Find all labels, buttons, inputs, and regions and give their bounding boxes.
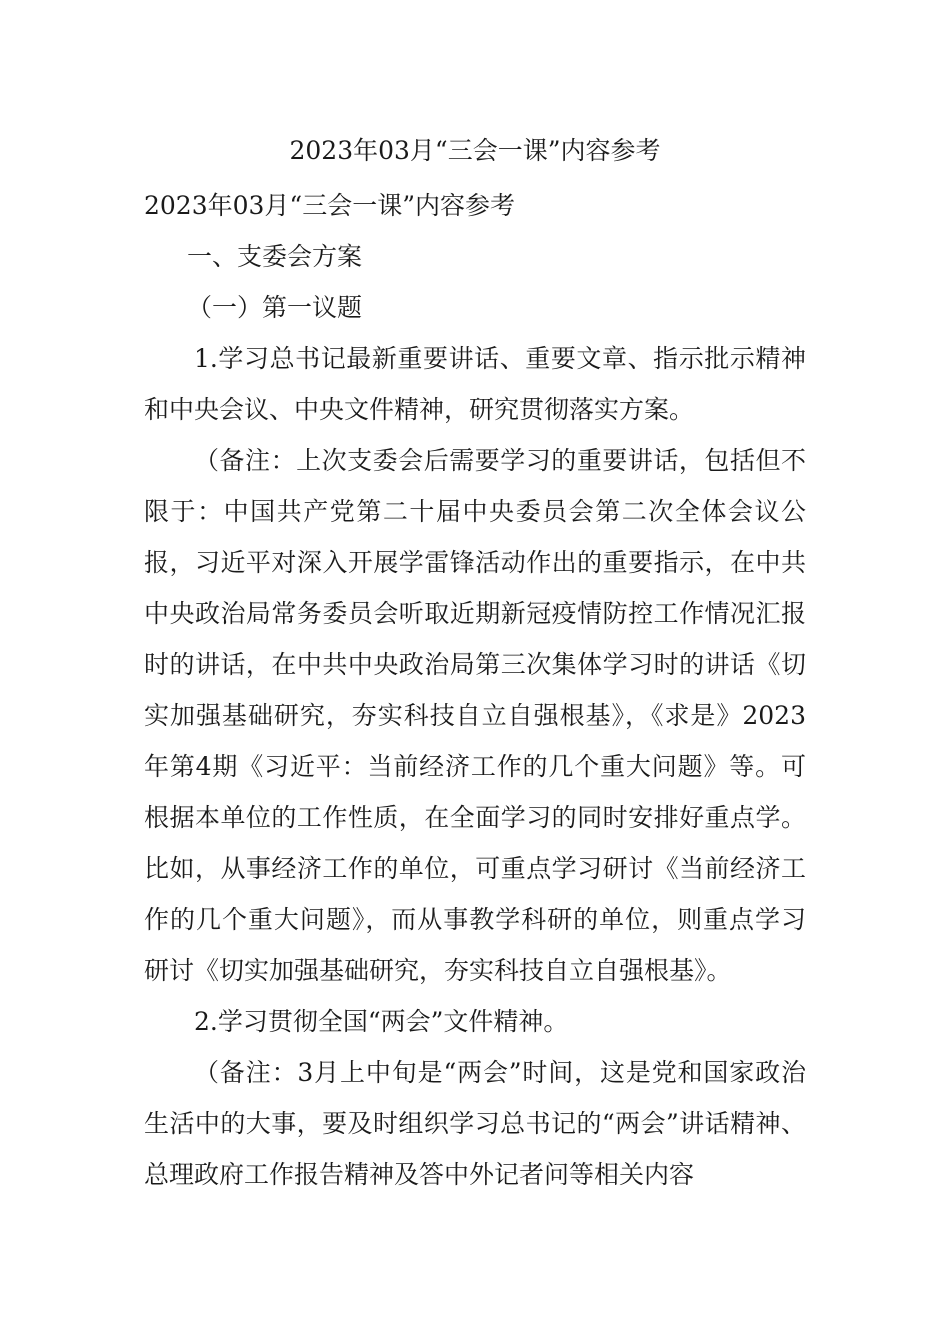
document-title: 2023年03月“三会一课”内容参考: [289, 136, 661, 165]
section-heading: 一、支委会方案: [187, 242, 363, 271]
document-subtitle: 2023年03月“三会一课”内容参考: [144, 191, 515, 220]
subsection-heading: （一）第一议题: [187, 293, 363, 322]
agenda-note-1: （备注：上次支委会后需要学习的重要讲话，包括但不限于：中国共产党第二十届中央委员会第二次全体会议公报，习近平对深入开展学雷锋活动作出的重要指示，在中共中央政治局常务委员会听取近期新冠疫情防控工作情况汇报时的讲话，在中共中央政治局第三次集体学习时的讲话《切实加强基础研究，夯实科技自立自强根基》，《求是》2023年第4期《习近平：当前经济工作的几个重大问题》等。可根据本单位的工作性质，在全面学习的同时安排好重点学。比如，从事经济工作的单位，可重点学习研讨《当前经济工作的几个重大问题》，而从事教学科研的单位，则重点学习研讨《切实加强基础研究，夯实科技自立自强根基》。: [144, 446, 806, 985]
agenda-item-1: 1.学习总书记最新重要讲话、重要文章、指示批示精神和中央会议、中央文件精神，研究贯彻落实方案。: [144, 344, 806, 424]
agenda-item-2: 2.学习贯彻全国“两会”文件精神。: [194, 1007, 569, 1036]
agenda-note-2: （备注：3月上中旬是“两会”时间，这是党和国家政治生活中的大事，要及时组织学习总书记的“两会”讲话精神、总理政府工作报告精神及答中外记者问等相关内容: [144, 1058, 806, 1189]
document-body: [144, 180, 806, 1200]
